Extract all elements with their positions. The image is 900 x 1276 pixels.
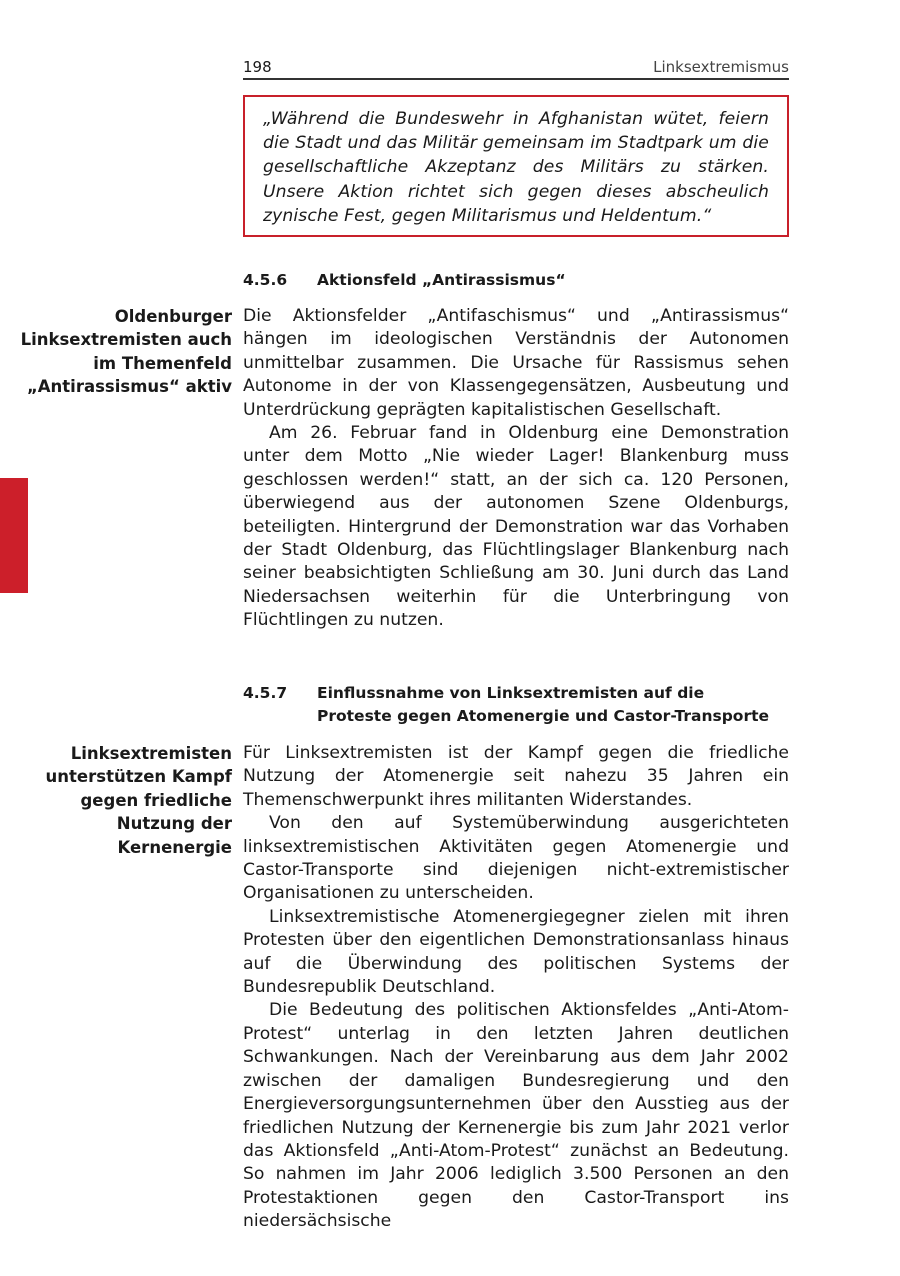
paragraph: Am 26. Februar fand in Oldenburg eine Demonstration unter dem Motto „Nie wieder Lager! Blankenburg muss geschlossen werden!“ statt, an der sich ca. 120 Personen, überwiegend aus der autonomen Szene Oldenburgs, beteiligten. Hintergrund der Demonstration war das Vorhaben der Stadt Oldenburg, das Flüchtlingslager Blankenburg nach seiner beabsichtigten Schließung am 30. Juni durch das Land Niedersachsen weiterhin für die Unterbringung von Flüchtlingen zu nutzen. (243, 423, 789, 631)
paragraph: Linksextremistische Atomenergiegegner zielen mit ihren Protesten über den eigentlichen Demonstrationsanlass hinaus auf die Überwindung des politischen Systems der Bundesrepublik Deutschland. (243, 906, 789, 998)
section-heading-4-5-6 (243, 269, 566, 292)
paragraph: Für Linksextremisten ist der Kampf gegen die friedliche Nutzung der Atomenergie seit nahezu 35 Jahren ein Themenschwerpunkt ihres militanten Widerstandes. (243, 743, 789, 810)
section-body-4-5-7 (243, 742, 789, 1234)
margin-note-kernenergie: Linksextremisten unterstützen Kampf gegen friedliche Nutzung der Kernenergie (45, 744, 232, 857)
chapter-tab-marker (0, 478, 28, 593)
quote-box (243, 95, 789, 237)
running-title: Linksextremismus (653, 58, 789, 76)
paragraph: Die Aktionsfelder „Antifaschismus“ und „Antirassismus“ hängen im ideologischen Verständnis der Autonomen unmittelbar zusammen. Die Ursache für Rassismus sehen Autonome in der von Klassengegensätzen, Ausbeutung und Unterdrückung geprägten kapitalistischen Gesellschaft. (243, 306, 789, 420)
section-number: 4.5.6 (243, 271, 288, 289)
section-heading-4-5-7 (243, 682, 769, 728)
margin-note-antirassismus: Oldenburger Linksextremisten auch im Themenfeld „Antirassismus“ aktiv (20, 307, 232, 397)
section-number: 4.5.7 (243, 684, 288, 702)
paragraph: Die Bedeutung des politischen Aktionsfeldes „Anti-Atom-Protest“ unterlag in den letzten Jahren deutlichen Schwankungen. Nach der Vereinbarung aus dem Jahr 2002 zwischen der damaligen Bundesregierung und den Energieversorgungsunternehmen über den Ausstieg aus der friedlichen Nutzung der Kernenergie bis zum Jahr 2021 verlor das Aktionsfeld „Anti-Atom-Protest“ zunächst an Bedeutung. So nahmen im Jahr 2006 lediglich 3.500 Personen an den Protestaktionen gegen den Castor-Transport ins niedersächsische (243, 1000, 789, 1232)
quote-text: „Während die Bundeswehr in Afghanistan wütet, feiern die Stadt und das Militär gemeinsam im Stadtpark um die gesellschaftliche Akzeptanz des Militärs zu stärken. Unsere Aktion richtet sich gegen dieses abscheulich zynische Fest, gegen Militarismus und Heldentum.“ (263, 109, 769, 226)
section-title: Aktionsfeld „Antirassismus“ (317, 271, 566, 289)
page-header (243, 52, 789, 80)
paragraph: Von den auf Systemüberwindung ausgerichteten linksextremistischen Aktivitäten gegen Atomenergie und Castor-Transporte sind diejenigen nicht-extremistischer Organisationen zu unterscheiden. (243, 813, 789, 904)
section-title-line1: Einflussnahme von Linksextremisten auf die (317, 684, 705, 702)
page-number: 198 (243, 58, 272, 76)
section-body-4-5-6 (243, 305, 789, 633)
section-title-line2: Proteste gegen Atomenergie und Castor-Transporte (317, 707, 770, 725)
